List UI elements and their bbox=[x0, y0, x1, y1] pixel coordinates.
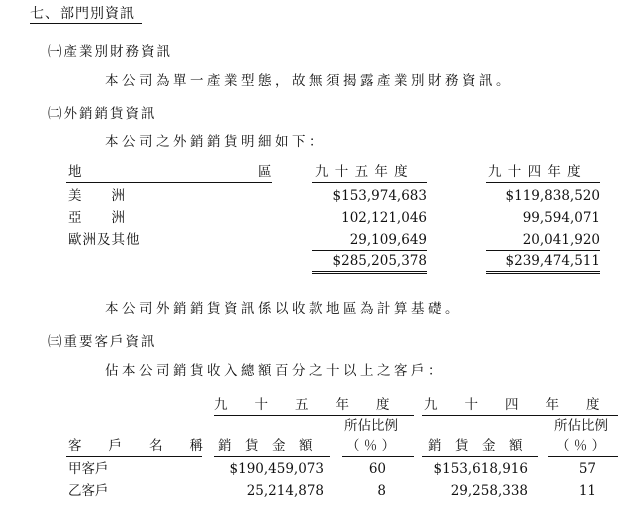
customer-row-name: 甲客戶 bbox=[68, 461, 109, 477]
section-2-heading: ㈡外銷銷貨資訊 bbox=[48, 106, 157, 122]
export-row-y94: $119,838,520 bbox=[505, 188, 600, 204]
customer-pct94-label: 所佔比例 bbox=[554, 418, 608, 434]
section-2-intro: 本公司之外銷銷貨明細如下： bbox=[105, 134, 326, 150]
section-2-note: 本公司外銷銷貨資訊係以收款地區為計算基礎。 bbox=[105, 301, 462, 317]
customer-row-amount94: 29,258,338 bbox=[450, 483, 528, 499]
customer-header-rule-amount95 bbox=[214, 456, 330, 457]
customer-row-name: 乙客戶 bbox=[68, 483, 109, 499]
export-total-y95: $285,205,378 bbox=[332, 253, 427, 269]
customer-col-amount94: 銷 貨 金 額 bbox=[428, 438, 523, 454]
customer-header-rule-pct95 bbox=[342, 456, 414, 457]
customer-col-year94: 九 十 四 年 度 bbox=[424, 397, 600, 413]
export-row-y94: 20,041,920 bbox=[522, 232, 600, 248]
export-subtotal-rule-y94 bbox=[486, 250, 600, 251]
customer-row-pct95: 60 bbox=[368, 461, 386, 477]
section-3-intro: 佔本公司銷貨收入總額百分之十以上之客戶： bbox=[105, 363, 445, 379]
customer-col-year95: 九 十 五 年 度 bbox=[214, 397, 390, 413]
customer-row-amount95: $190,459,073 bbox=[229, 461, 324, 477]
export-header-rule-y94 bbox=[486, 182, 600, 183]
customer-col-amount95: 銷 貨 金 額 bbox=[218, 438, 313, 454]
export-header-rule-y95 bbox=[312, 182, 427, 183]
customer-year95-rule bbox=[214, 415, 414, 416]
section-3-heading: ㈢重要客戶資訊 bbox=[48, 334, 157, 350]
customer-col-pct94: （ ％ ） bbox=[556, 438, 606, 454]
customer-year94-rule bbox=[422, 415, 618, 416]
export-row-region: 美 洲 bbox=[68, 188, 126, 204]
export-header-rule-region bbox=[66, 182, 272, 183]
customer-header-rule-pct94 bbox=[548, 456, 618, 457]
export-total-double-rule-2 bbox=[312, 273, 427, 274]
customer-pct95-label: 所佔比例 bbox=[344, 418, 398, 434]
export-row-region: 歐洲及其他 bbox=[68, 232, 141, 248]
export-col-region: 地 bbox=[68, 164, 82, 180]
export-col-y94: 九 十 四 年 度 bbox=[488, 164, 582, 180]
export-total-double-rule-1 bbox=[486, 271, 600, 272]
customer-header-rule-name bbox=[66, 456, 202, 457]
customer-header-rule-amount94 bbox=[422, 456, 538, 457]
customer-row-amount94: $153,618,916 bbox=[433, 461, 528, 477]
section-1-text: 本公司為單一產業型態，故無須揭露產業別財務資訊。 bbox=[105, 73, 513, 89]
title-underline bbox=[30, 23, 142, 24]
export-col-region-end: 區 bbox=[258, 164, 272, 180]
export-total-double-rule-1 bbox=[312, 271, 427, 272]
export-row-y94: 99,594,071 bbox=[522, 210, 600, 226]
customer-row-amount95: 25,214,878 bbox=[246, 483, 324, 499]
export-total-y94: $239,474,511 bbox=[505, 253, 600, 269]
export-row-y95: 29,109,649 bbox=[349, 232, 427, 248]
page-title: 七、部門別資訊 bbox=[30, 6, 135, 22]
export-row-y95: 102,121,046 bbox=[341, 210, 427, 226]
customer-row-pct94: 57 bbox=[578, 461, 596, 477]
export-subtotal-rule-y95 bbox=[312, 250, 427, 251]
export-total-double-rule-2 bbox=[486, 273, 600, 274]
export-row-region: 亞 洲 bbox=[68, 210, 126, 226]
customer-row-pct94: 11 bbox=[578, 483, 596, 499]
export-row-y95: $153,974,683 bbox=[332, 188, 427, 204]
customer-row-pct95: 8 bbox=[377, 483, 386, 499]
export-col-y95: 九 十 五 年 度 bbox=[315, 164, 409, 180]
customer-col-pct95: （ ％ ） bbox=[346, 438, 396, 454]
section-1-heading: ㈠產業別財務資訊 bbox=[48, 44, 172, 60]
customer-col-name: 客 戶 名 稱 bbox=[68, 438, 203, 454]
